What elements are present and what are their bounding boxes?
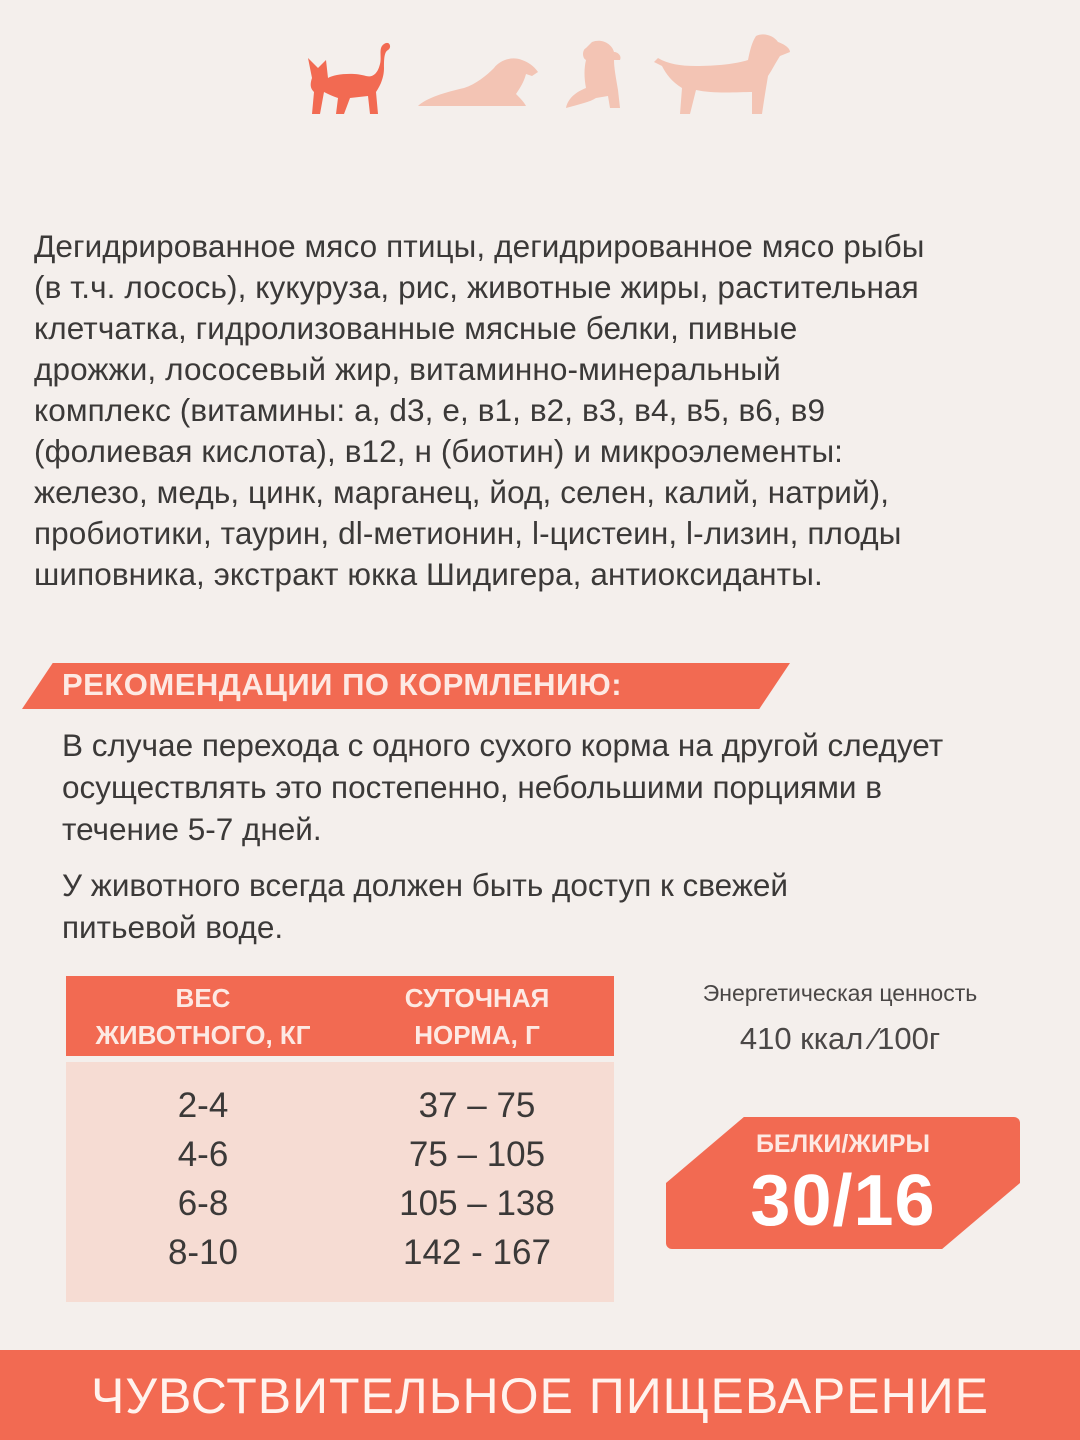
protein-fat-label: БЕЛКИ/ЖИРЫ [755,1130,931,1158]
footer-banner: ЧУВСТВИТЕЛЬНОЕ ПИЩЕВАРЕНИЕ [0,1350,1080,1440]
protein-fat-value: 30/16 [750,1161,936,1241]
norm-cell: 75 – 105 [408,1135,546,1174]
energy-label: Энергетическая ценность [702,980,978,1006]
ingredients-line: клетчатка, гидролизованные мясные белки, пивные [34,310,798,346]
ingredients-line: комплекс (витамины: а, d3, е, в1, в2, в3, в4, в5, в6, в9 [34,392,826,428]
norm-cell: 142 - 167 [403,1233,551,1272]
table-row [66,1233,614,1282]
feeding-text [62,724,1052,948]
column-header-daily-norm: СУТОЧНАЯ НОРМА, Г [404,983,550,1050]
table-row [66,1135,614,1184]
table-row [66,1184,614,1233]
sitting-puppy-icon [562,38,626,110]
weight-cell: 8-10 [167,1233,239,1272]
animal-icons [300,30,800,120]
ingredients-line: (фолиевая кислота), в12, н (биотин) и микроэлементы: [34,433,844,469]
norm-cell: 105 – 138 [399,1184,555,1223]
ingredients-text [34,226,1054,595]
weight-cell: 4-6 [177,1135,229,1174]
column-header-weight: ВЕС ЖИВОТНОГО, КГ [95,983,311,1050]
ingredients-line: дрожжи, лососевый жир, витаминно-минеральный [34,351,781,387]
feeding-line: течение 5-7 дней. [62,811,322,847]
energy-block [640,980,1040,1057]
feeding-line: осуществлять это постепенно, небольшими порциями в [62,769,882,805]
ingredients-line: железо, медь, цинк, марганец, йод, селен, калий, натрий), [34,474,890,510]
weight-cell: 2-4 [177,1086,229,1125]
ingredients-line: Дегидрированное мясо птицы, дегидрированное мясо рыбы [34,228,925,264]
table-header [66,976,614,1056]
dog-icon [652,30,792,116]
lying-puppy-icon [416,48,542,110]
norm-cell: 37 – 75 [418,1086,536,1125]
ingredients-line: шиповника, экстракт юкка Шидигера, антиоксиданты. [34,556,823,592]
weight-cell: 6-8 [177,1184,229,1223]
cat-icon [304,38,396,116]
table-row [66,1086,614,1135]
feeding-line: питьевой воде. [62,909,284,945]
feeding-heading: РЕКОМЕНДАЦИИ ПО КОРМЛЕНИЮ: [62,667,623,702]
feeding-line: В случае перехода с одного сухого корма на другой следует [62,727,944,763]
ingredients-line: (в т.ч. лосось), кукуруза, рис, животные жиры, растительная [34,269,919,305]
ingredients-line: пробиотики, таурин, dl-метионин, l-цистеин, l-лизин, плоды [34,515,902,551]
table-body [66,1062,614,1302]
feeding-line: У животного всегда должен быть доступ к свежей [62,867,789,903]
feeding-table [66,976,614,1302]
energy-value: 410 ккал ⁄100г [739,1021,941,1056]
